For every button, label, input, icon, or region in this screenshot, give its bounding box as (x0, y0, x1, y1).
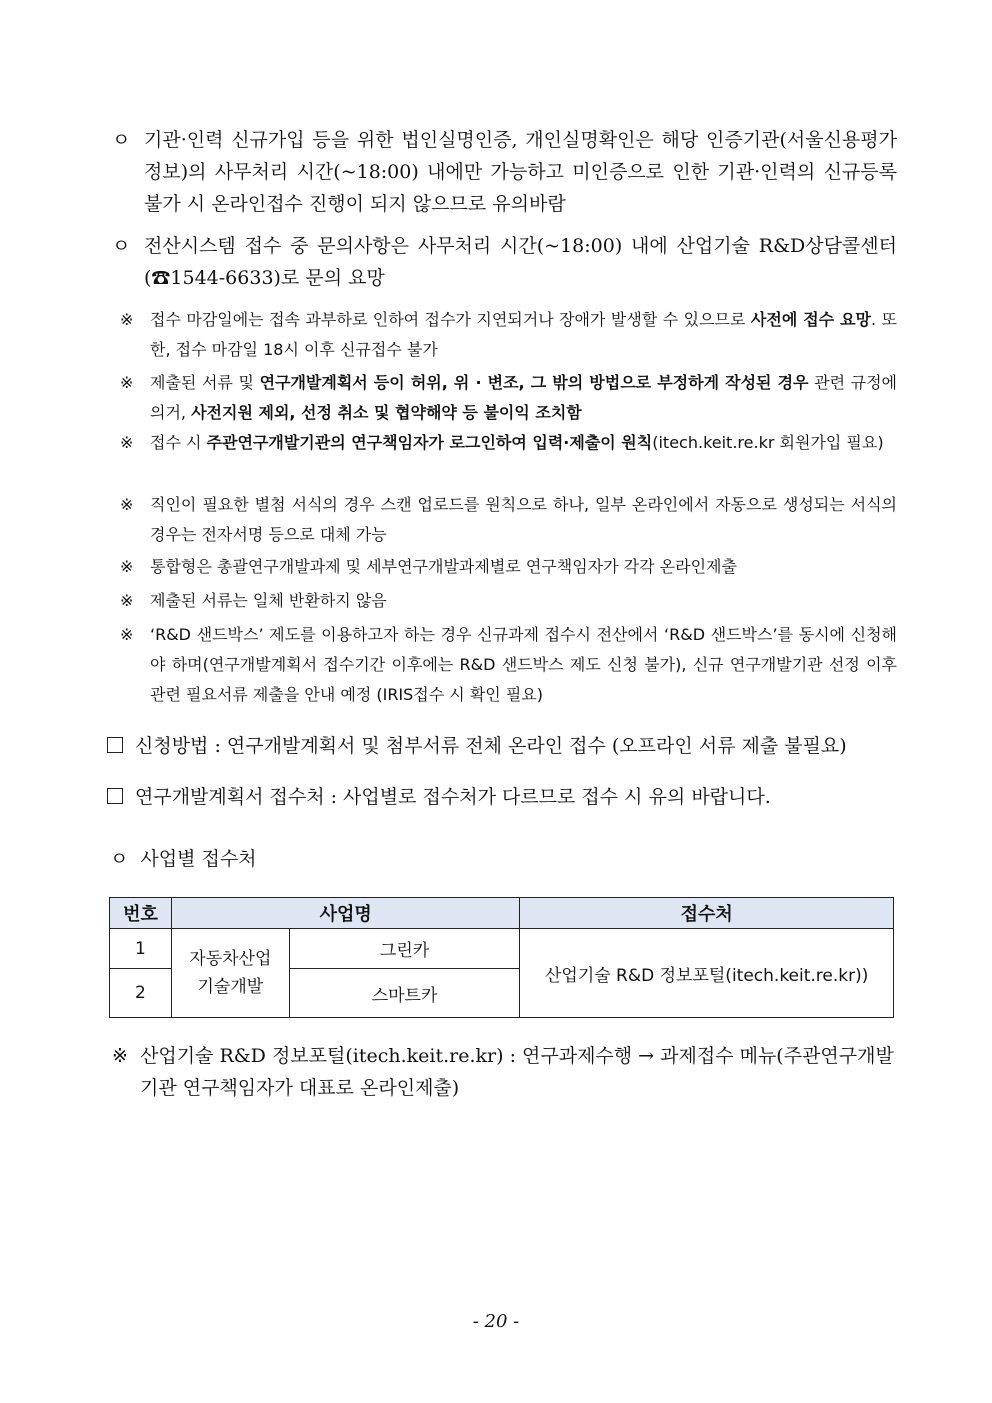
note-item-4 (120, 490, 897, 550)
note-mark: ※ (120, 557, 134, 576)
table-row (110, 929, 894, 969)
row-no: 2 (110, 969, 172, 1018)
note-mark: ※ (120, 495, 134, 514)
row-name: 스마트카 (289, 969, 520, 1018)
bullet-text: 기관·인력 신규가입 등을 위한 법인실명인증, 개인실명확인은 해당 인증기관(서울신용평가정보)의 사무처리 시간(~18:00) 내에만 가능하고 미인증으로 인한 기관·인력의 신규등록 불가 시 온라인접수 진행이 되지 않으므로 유의바람 (144, 129, 897, 215)
note-mark: ※ (120, 591, 134, 610)
note-item-5 (120, 552, 897, 582)
page-number: - 20 - (472, 1311, 520, 1332)
note-item-1 (120, 305, 897, 365)
bullet-symbol: ㅇ (112, 235, 131, 257)
note-item-3 (120, 428, 897, 458)
note-text: 제출된 서류 및 연구개발계획서 등이 허위, 위 · 변조, 그 밖의 방법으로 부정하게 작성된 경우 관련 규정에 의거, 사전지원 제외, 선정 취소 및 협약해약 등 불이익 조치함 (150, 373, 897, 422)
note-mark: ※ (112, 1045, 128, 1067)
note-text: 접수 마감일에는 접속 과부하로 인하여 접수가 지연되거나 장애가 발생할 수 있으므로 사전에 접수 요망. 또한, 접수 마감일 18시 이후 신규접수 불가 (150, 310, 897, 359)
bullet-text: 전산시스템 접수 중 문의사항은 사무처리 시간(~18:00) 내에 산업기술 R&D상담콜센터(☎1544-6633)로 문의 요망 (144, 235, 897, 289)
square-icon (107, 788, 123, 804)
note-text: 접수 시 주관연구개발기관의 연구책임자가 로그인하여 입력·제출이 원칙(itech.keit.re.kr 회원가입 필요) (150, 433, 884, 452)
bullet-symbol: ㅇ (112, 129, 131, 151)
program-cell: 자동차산업 기술개발 (171, 929, 289, 1018)
header-program: 사업명 (171, 898, 519, 929)
subsection-title (110, 845, 257, 873)
header-receiver: 접수처 (520, 898, 894, 929)
receiver-table (109, 897, 894, 1018)
footnote (112, 1040, 897, 1104)
note-item-7 (120, 620, 897, 710)
row-no: 1 (110, 929, 172, 969)
footnote-text: 산업기술 R&D 정보포털(itech.keit.re.kr) : 연구과제수행 → 과제접수 메뉴(주관연구개발기관 연구책임자가 대표로 온라인제출) (140, 1045, 894, 1099)
note-item-6 (120, 586, 897, 616)
bullet-symbol: ㅇ (110, 848, 129, 870)
note-mark: ※ (120, 373, 134, 392)
note-text: 직인이 필요한 별첨 서식의 경우 스캔 업로드를 원칙으로 하나, 일부 온라인에서 자동으로 생성되는 서식의 경우는 전자서명 등으로 대체 가능 (150, 495, 897, 544)
note-text: 통합형은 총괄연구개발과제 및 세부연구개발과제별로 연구책임자가 각각 온라인제출 (150, 557, 737, 576)
apply-method-line (107, 732, 897, 760)
note-item-2 (120, 368, 897, 428)
bullet-item-2 (112, 230, 897, 294)
receive-place-text: 연구개발계획서 접수처 : 사업별로 접수처가 다르므로 접수 시 유의 바랍니다. (135, 786, 771, 808)
bullet-item-1 (112, 124, 897, 220)
square-icon (107, 737, 123, 753)
receive-place-line (107, 783, 897, 811)
receiver-cell: 산업기술 R&D 정보포털(itech.keit.re.kr)) (520, 929, 894, 1018)
note-mark: ※ (120, 310, 134, 329)
row-name: 그린카 (289, 929, 520, 969)
header-no: 번호 (110, 898, 172, 929)
subsection-text: 사업별 접수처 (140, 848, 257, 870)
table-header-row (110, 898, 894, 929)
note-text: 제출된 서류는 일체 반환하지 않음 (150, 591, 387, 610)
note-mark: ※ (120, 625, 134, 644)
apply-method-text: 신청방법 : 연구개발계획서 및 첨부서류 전체 온라인 접수 (오프라인 서류 제출 불필요) (135, 735, 847, 757)
note-mark: ※ (120, 433, 134, 452)
note-text: ‘R&D 샌드박스’ 제도를 이용하고자 하는 경우 신규과제 접수시 전산에서 ‘R&D 샌드박스’를 동시에 신청해야 하며(연구개발계획서 접수기간 이후에는 R&D 샌드박스 제도 신청 불가), 신규 연구개발기관 선정 이후 관련 필요서류 제출을 안내 예정 (IRIS접수 시 확인 필요) (150, 625, 897, 704)
